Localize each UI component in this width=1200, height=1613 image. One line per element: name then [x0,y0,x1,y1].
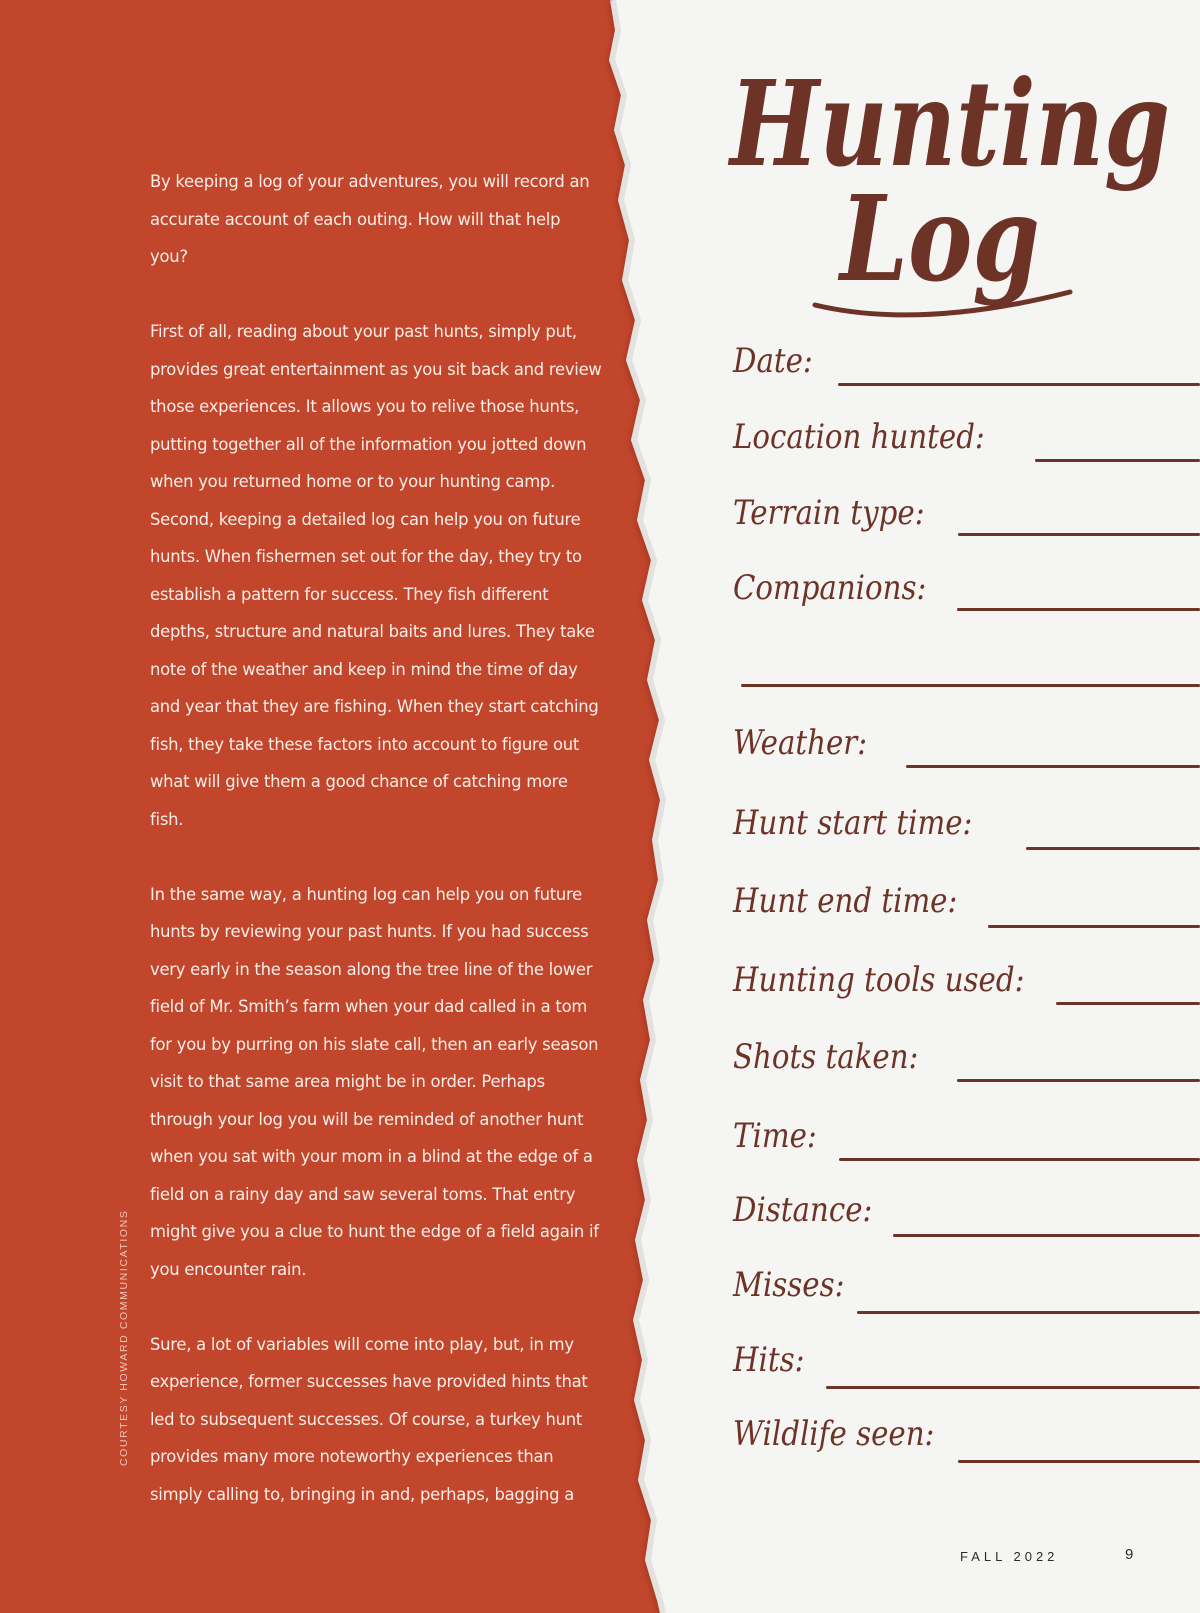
log-field-date [733,341,826,401]
field-label: Wildlife seen: [733,1414,935,1454]
article-paragraph: By keeping a log of your adventures, you will record an accurate account of each outing. How will that help you? [150,172,590,266]
log-field-terrain-type [733,493,956,553]
log-field-weather [733,723,889,783]
field-label: Hits: [733,1340,805,1380]
write-in-line[interactable] [957,608,1200,611]
title-line-log: Log [837,169,1040,308]
photo-credit: COURTESY HOWARD COMMUNICATIONS [118,1209,130,1466]
log-field-companions [733,568,958,628]
article-paragraph: In the same way, a hunting log can help you on future hunts by reviewing your past hunts. If you had success very early in the season along the tree line of the lower field of Mr. Smith’s farm when your dad called in a tom for you by purring on his slate call, then an early season visit to that same area might be in order. Perhaps through your log you will be reminded of another hunt when you sat with your mom in a blind at the edge of a field on a rainy day and saw several toms. That entry might give you a clue to hunt the edge of a field again if you encounter rain. [150,884,599,1279]
field-label: Hunt start time: [733,803,973,843]
field-label: Hunt end time: [733,881,958,921]
write-in-line[interactable] [893,1234,1200,1237]
write-in-line[interactable] [826,1386,1200,1389]
log-field-hunting-tools-used [733,960,1072,1020]
write-in-line[interactable] [988,925,1200,928]
field-label: Weather: [733,723,868,763]
hunting-log-title [720,30,1200,330]
write-in-line[interactable] [1026,847,1200,850]
field-label: Time: [733,1116,817,1156]
write-in-line[interactable] [906,765,1200,768]
page-number: 9 [1125,1546,1134,1563]
log-field-time [733,1116,830,1176]
title-line-hunting: Hunting [727,54,1170,193]
write-in-line[interactable] [857,1311,1200,1314]
write-in-line[interactable] [957,1079,1200,1082]
write-in-line[interactable] [958,1460,1200,1463]
field-label: Companions: [733,568,927,608]
field-label: Terrain type: [733,493,925,533]
issue-season: FALL 2022 [960,1549,1059,1564]
write-in-line[interactable] [839,1158,1200,1161]
article-paragraph: Sure, a lot of variables will come into play, but, in my experience, former successes have provided hints that led to subsequent successes. Of course, a turkey hunt provides many more noteworthy experiences than simply calling to, bringing in and, perhaps, bagging a [150,1334,588,1504]
field-label: Date: [733,341,813,381]
write-in-line[interactable] [1056,1002,1200,1005]
log-field-shots-taken [733,1037,949,1097]
field-label: Distance: [733,1190,873,1230]
log-field-hunt-start-time [733,803,1011,863]
article-paragraph: First of all, reading about your past hunts, simply put, provides great entertainment as you sit back and review those experiences. It allows you to relive those hunts, putting together all of the information you jotted down when you returned home or to your hunting camp. Second, keeping a detailed log can help you on future hunts. When fishermen set out for the day, they try to establish a pattern for success. They fish different depths, structure and natural baits and lures. They take note of the weather and keep in mind the time of day and year that they are fishing. When they start catching fish, they take these factors into account to figure out what will give them a good chance of catching more fish. [150,322,602,829]
log-field-wildlife-seen [733,1414,967,1474]
write-in-line[interactable] [958,533,1200,536]
field-label: Shots taken: [733,1037,919,1077]
field-label: Hunting tools used: [733,960,1025,1000]
log-field-hits [733,1340,816,1400]
write-in-line[interactable] [1035,459,1200,462]
log-field-distance [733,1190,895,1250]
log-field-hunt-end-time [733,881,994,941]
field-label: Misses: [733,1265,845,1305]
log-field-location-hunted [733,417,1026,477]
log-field-misses [733,1265,863,1325]
field-label: Location hunted: [733,417,985,457]
article-body [150,163,602,1551]
write-in-line-extra[interactable] [741,684,1200,687]
write-in-line[interactable] [838,383,1200,386]
